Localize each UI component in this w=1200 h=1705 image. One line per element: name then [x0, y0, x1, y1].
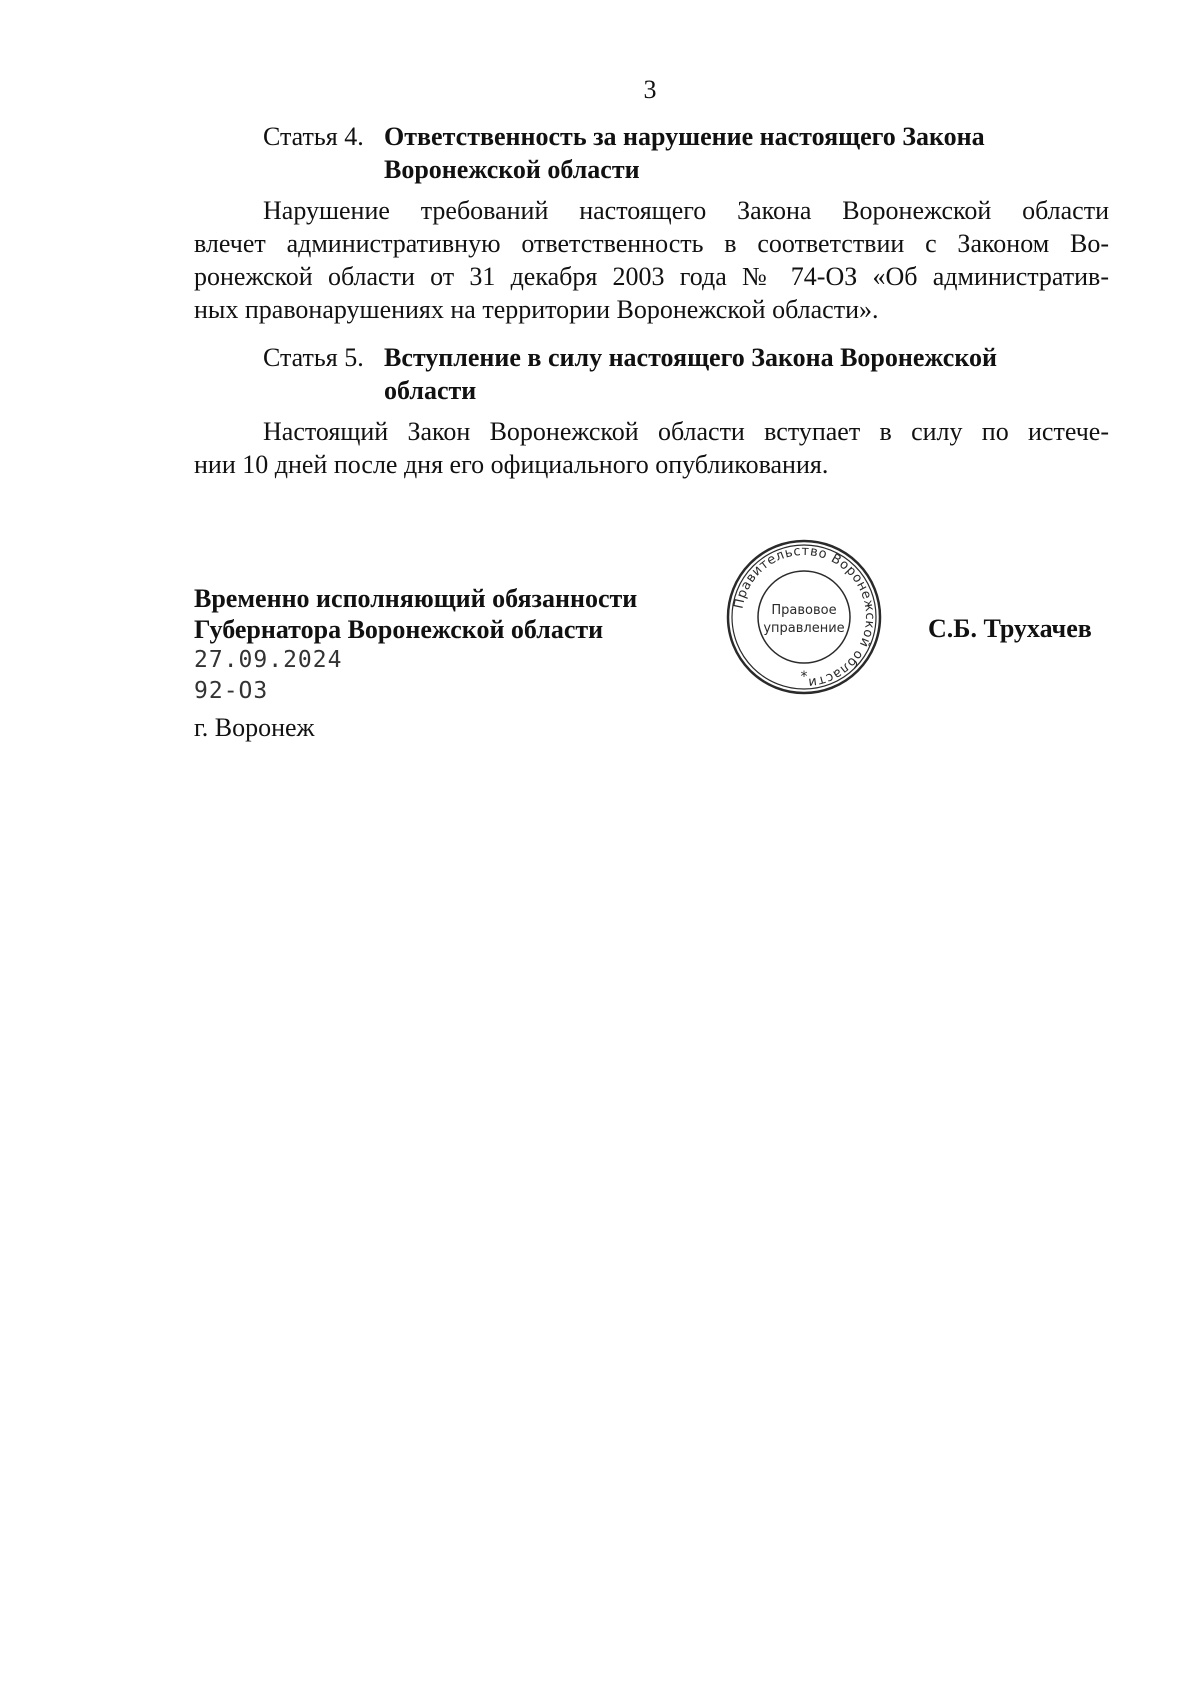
body-line: ных правонарушениях на территории Воронежской области».: [194, 295, 879, 324]
article-heading: [194, 341, 1109, 407]
signer-position-line: Губернатора Воронежской области: [194, 615, 604, 644]
body-line: влечет административную ответственность в соответствии с Законом Во-: [194, 229, 1109, 258]
law-date: 27.09.2024: [194, 647, 343, 673]
article-title-line: Ответственность за нарушение настоящего Закона: [384, 122, 985, 151]
article-5: [194, 341, 1109, 481]
article-title-line: Воронежской области: [384, 155, 640, 184]
article-body: [194, 194, 1109, 326]
body-line: ронежской области от 31 декабря 2003 года № 74-ОЗ «Об административ-: [194, 262, 1109, 291]
official-seal-stamp: [724, 537, 884, 697]
seal-inner-line: Правовое: [771, 603, 837, 618]
article-number: Статья 4.: [263, 122, 364, 151]
body-line: нии 10 дней после дня его официального опубликования.: [194, 450, 829, 479]
article-title-line: области: [384, 376, 477, 405]
article-heading: [194, 120, 1109, 186]
page-number: 3: [643, 75, 657, 104]
seal-outer-text: Правительство Воронежской области: [731, 543, 878, 690]
article-body: [194, 415, 1109, 481]
article-title-line: Вступление в силу настоящего Закона Воронежской: [384, 343, 997, 372]
body-line: Настоящий Закон Воронежской области вступает в силу по истече-: [263, 417, 1109, 446]
city: г. Воронеж: [194, 713, 315, 742]
law-number: 92-ОЗ: [194, 678, 269, 704]
seal-star: *: [800, 669, 808, 685]
article-4: [194, 120, 1109, 326]
body-line: Нарушение требований настоящего Закона Воронежской области: [263, 196, 1109, 225]
seal-inner-line: управление: [763, 621, 845, 636]
signatory-name: С.Б. Трухачев: [928, 614, 1092, 643]
article-number: Статья 5.: [263, 343, 364, 372]
signature-block: [194, 583, 637, 743]
signer-position-line: Временно исполняющий обязанности: [194, 584, 638, 613]
